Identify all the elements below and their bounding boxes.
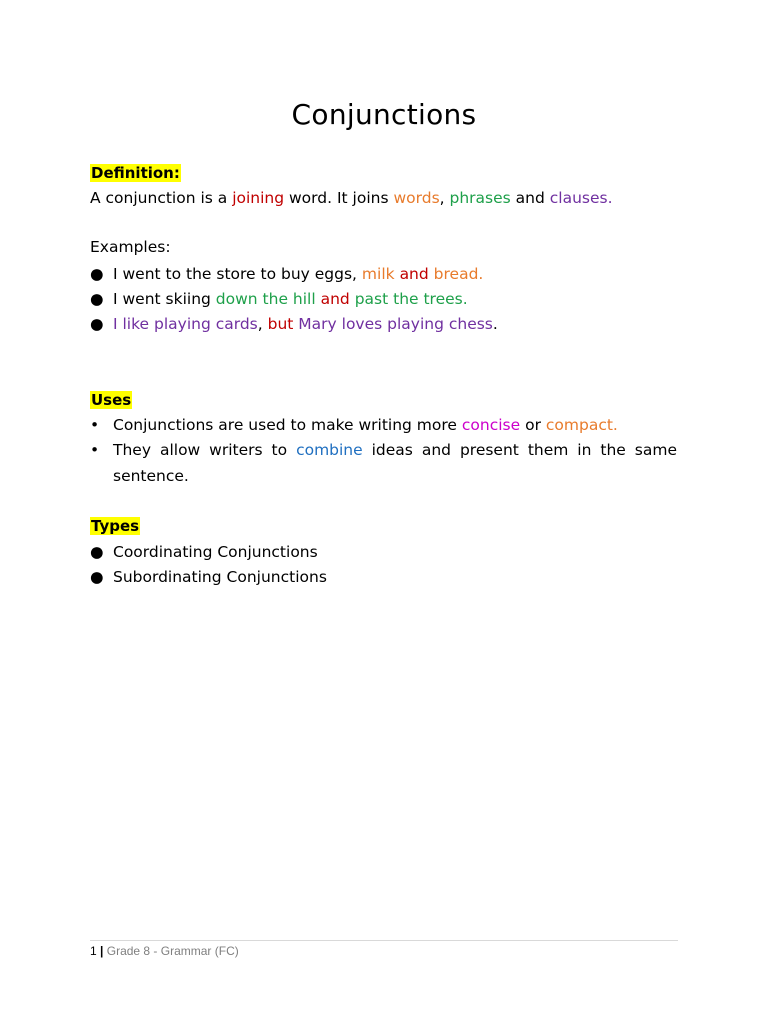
- footer-text: Grade 8 - Grammar (FC): [106, 944, 239, 958]
- uses-text: or: [520, 416, 546, 434]
- small-bullet-icon: •: [90, 416, 100, 434]
- example-item: [90, 290, 468, 308]
- uses-heading: Uses: [91, 391, 132, 409]
- types-heading-line: [90, 517, 140, 535]
- uses-text: Conjunctions are used to make writing more: [113, 416, 462, 434]
- uses-text: ideas and present them in the same: [362, 441, 677, 459]
- example-text: .: [492, 315, 498, 333]
- example-item: [90, 315, 498, 333]
- example-clause: I like playing cards: [113, 315, 258, 333]
- definition-part: ,: [439, 189, 450, 207]
- example-text: I went to the store to buy eggs,: [113, 265, 362, 283]
- page-title: Conjunctions: [291, 98, 477, 131]
- footer-separator: |: [100, 944, 104, 958]
- example-item: [90, 265, 483, 283]
- black-circle-bullet-icon: ●: [90, 265, 104, 283]
- black-circle-bullet-icon: ●: [90, 543, 104, 561]
- example-word: milk: [361, 265, 395, 283]
- example-word: bread.: [433, 265, 484, 283]
- example-phrase: past the trees.: [354, 290, 468, 308]
- uses-word-concise: concise: [461, 416, 521, 434]
- definition-heading-line: [90, 164, 181, 182]
- black-circle-bullet-icon: ●: [90, 568, 104, 586]
- uses-heading-line: [90, 391, 132, 409]
- types-item: [90, 568, 327, 586]
- example-text: I went skiing: [113, 290, 216, 308]
- uses-item-text: [113, 441, 677, 459]
- definition-part: A conjunction is a: [90, 189, 233, 207]
- uses-word-compact: compact.: [545, 416, 618, 434]
- footer-divider: [90, 940, 678, 941]
- example-phrase: down the hill: [215, 290, 316, 308]
- types-item-label: Subordinating Conjunctions: [113, 568, 327, 586]
- uses-text: They allow writers to: [113, 441, 297, 459]
- example-conjunction: and: [320, 290, 350, 308]
- definition-word-joining: joining: [232, 189, 285, 207]
- definition-word-clauses: clauses.: [549, 189, 613, 207]
- page-number: 1: [90, 944, 97, 958]
- definition-heading: Definition:: [91, 164, 180, 182]
- types-item: [90, 543, 318, 561]
- uses-item-continuation: sentence.: [113, 467, 189, 485]
- small-bullet-icon: •: [90, 441, 100, 459]
- example-conjunction: and: [399, 265, 429, 283]
- definition-part: and: [510, 189, 550, 207]
- example-clause: Mary loves playing chess: [298, 315, 493, 333]
- black-circle-bullet-icon: ●: [90, 315, 104, 333]
- definition-word-phrases: phrases: [449, 189, 511, 207]
- uses-item-bullet: [90, 441, 113, 459]
- examples-heading: Examples:: [90, 238, 171, 256]
- page-footer: [90, 944, 239, 958]
- definition-text: [90, 189, 613, 207]
- black-circle-bullet-icon: ●: [90, 290, 104, 308]
- example-text: ,: [257, 315, 268, 333]
- types-heading: Types: [91, 517, 140, 535]
- uses-word-combine: combine: [296, 441, 363, 459]
- example-conjunction: but: [267, 315, 294, 333]
- definition-word-words: words: [393, 189, 440, 207]
- definition-part: word. It joins: [284, 189, 394, 207]
- types-item-label: Coordinating Conjunctions: [113, 543, 318, 561]
- uses-item: [90, 416, 618, 434]
